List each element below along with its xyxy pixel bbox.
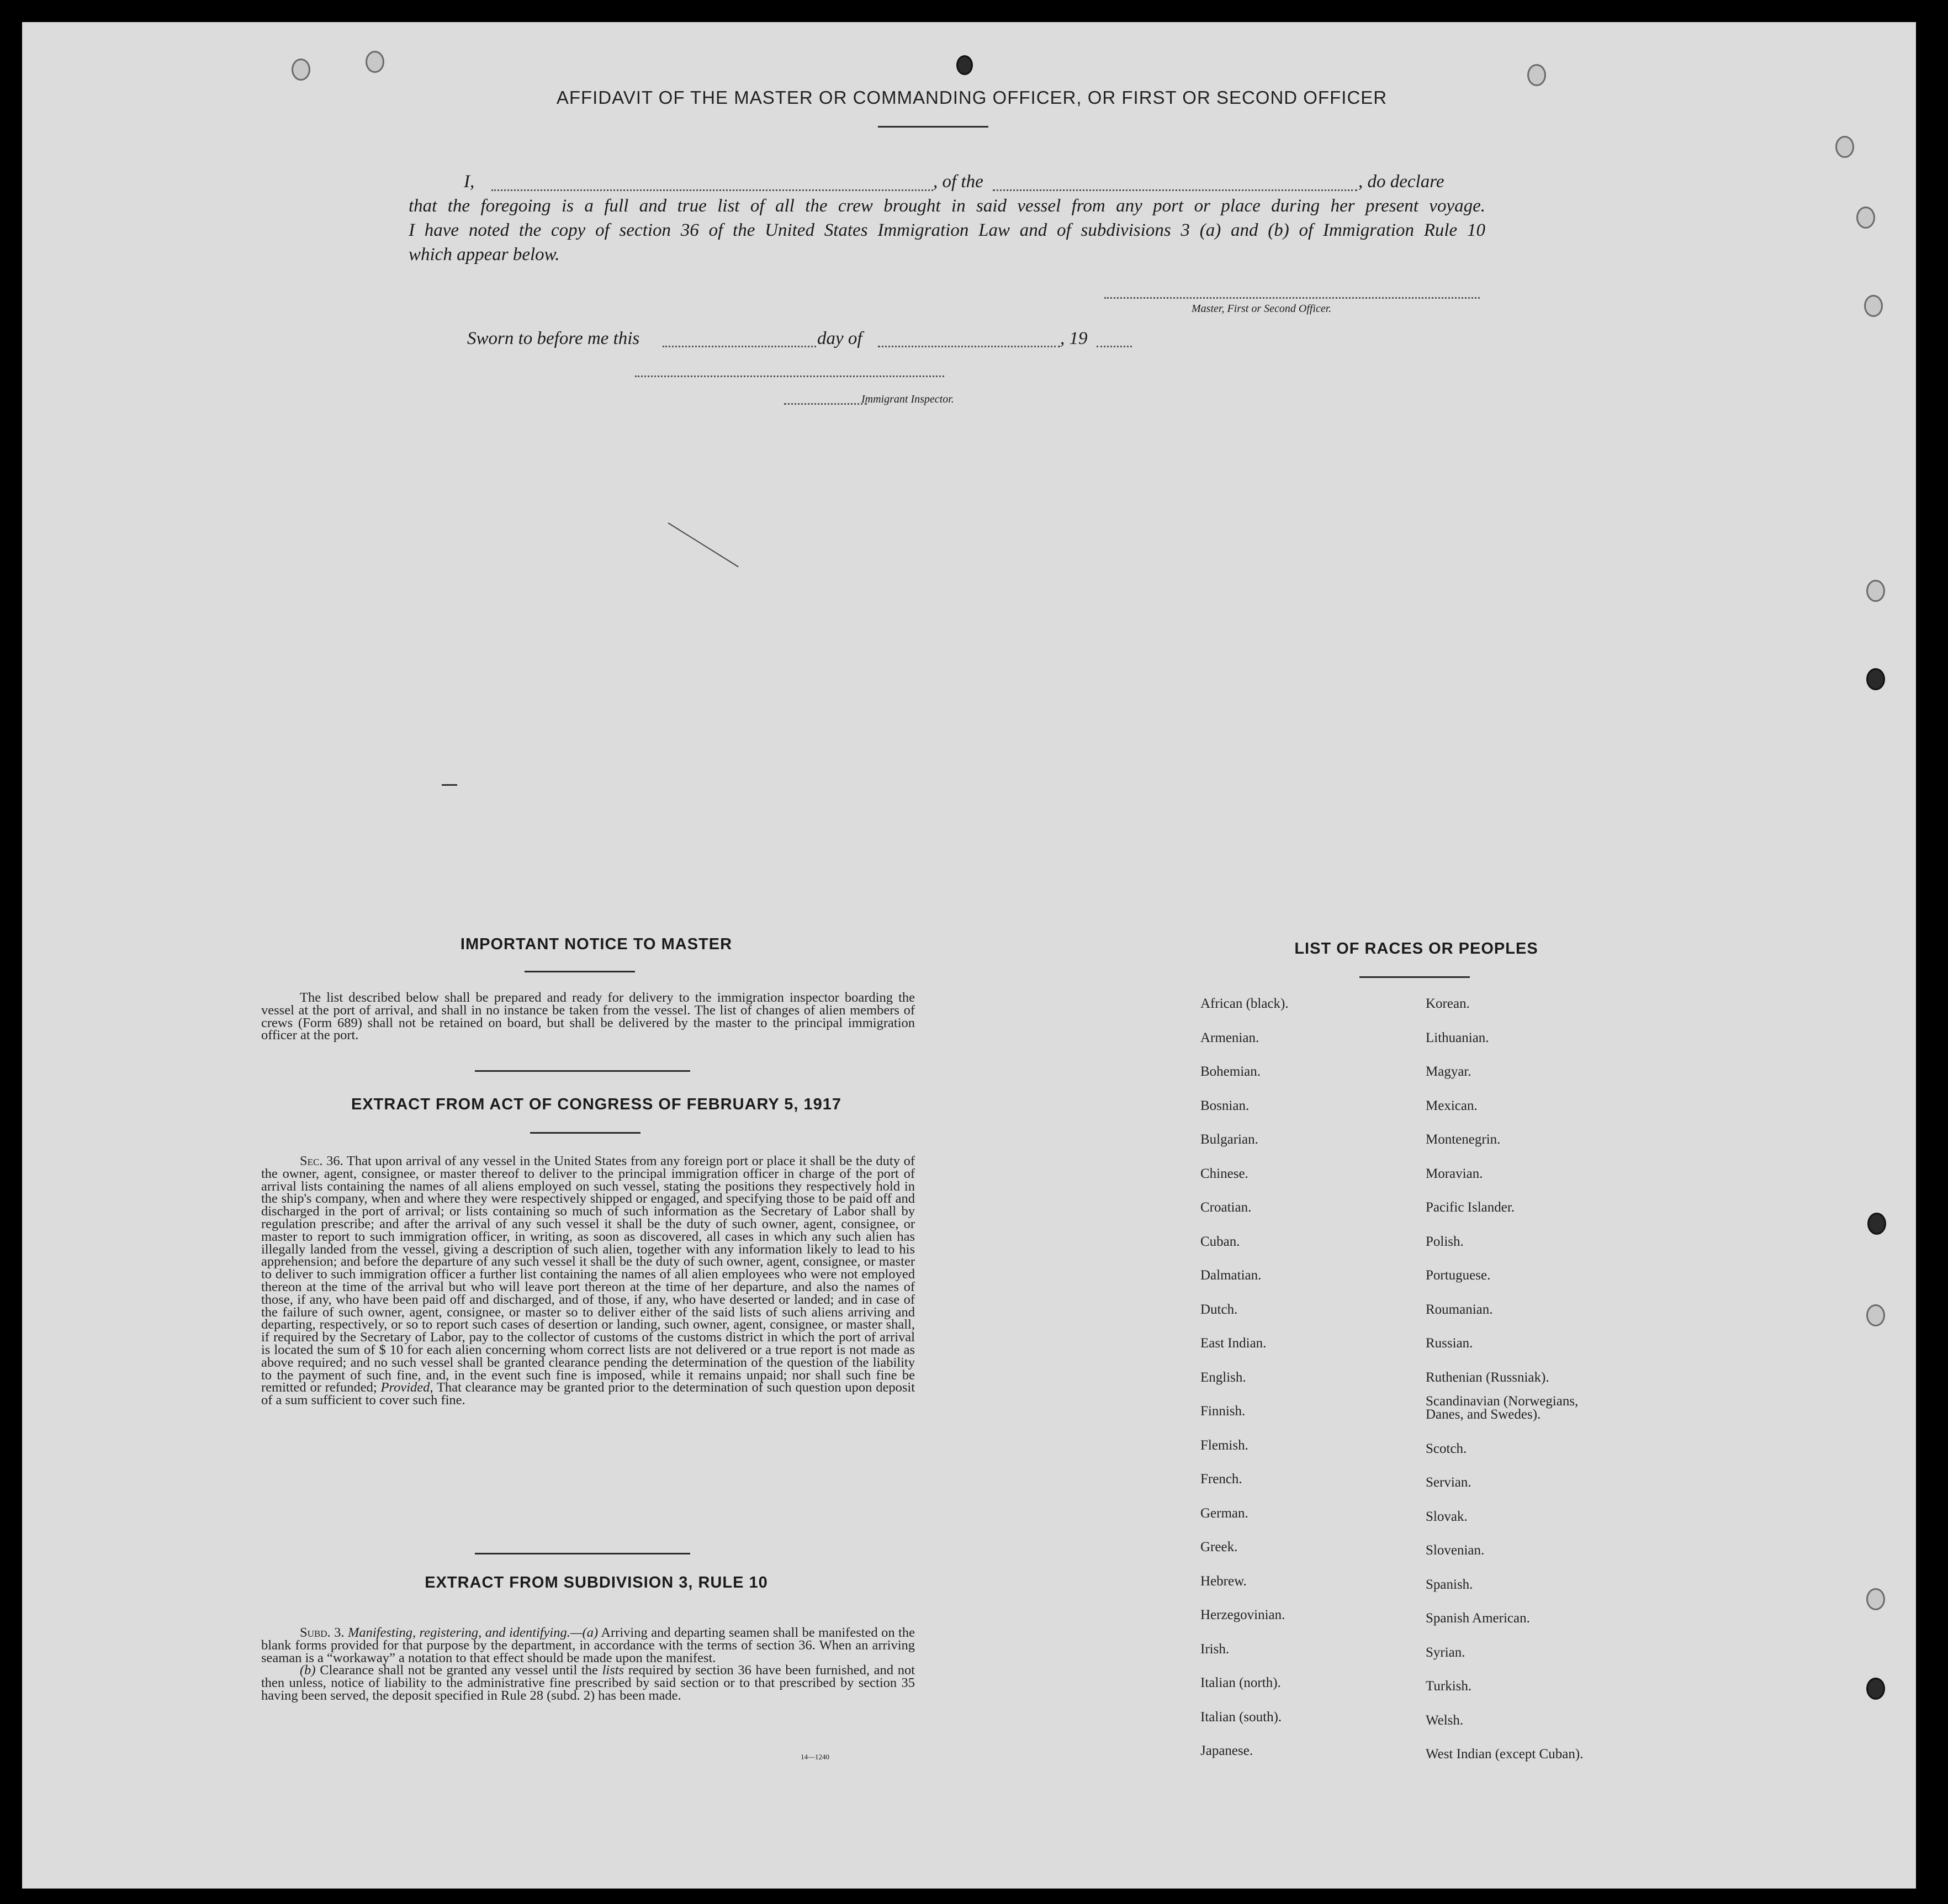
race-item: Japanese. (1200, 1743, 1253, 1758)
race-item: Hebrew. (1200, 1573, 1247, 1589)
punch-hole (1866, 1304, 1885, 1326)
punch-hole (1866, 1678, 1885, 1700)
race-item: African (black). (1200, 996, 1289, 1011)
vessel-blank (993, 189, 1357, 191)
punch-hole (292, 59, 310, 81)
affidavit-line-4: which appear below. (409, 245, 560, 265)
section-divider (475, 1070, 690, 1072)
race-item: Lithuanian. (1426, 1030, 1489, 1045)
race-item: Finnish. (1200, 1404, 1246, 1419)
stray-mark (442, 784, 457, 786)
races-title: LIST OF RACES OR PEOPLES (1294, 940, 1538, 958)
race-item: Armenian. (1200, 1030, 1259, 1045)
race-item: Chinese. (1200, 1166, 1248, 1181)
race-item: Bosnian. (1200, 1098, 1250, 1113)
stray-mark (668, 522, 738, 567)
race-item: Syrian. (1426, 1644, 1465, 1660)
race-item: Slovak. (1426, 1509, 1468, 1524)
sworn-year: , 19 (1060, 329, 1088, 348)
punch-hole (1856, 207, 1875, 229)
inspector-caption: Immigrant Inspector. (861, 393, 954, 405)
race-item: Turkish. (1426, 1679, 1472, 1694)
act-section-label: Sec. 36. (300, 1154, 343, 1168)
race-item: Scandinavian (Norwegians, Danes, and Swedes). (1426, 1394, 1579, 1422)
punch-hole (956, 55, 973, 75)
notice-body: The list described below shall be prepared and ready for delivery to the immigration inspector boarding the vessel at the port of arrival, and shall in no instance be taken from the vessel. The list of changes of alien members of crews (Form 689) shall not be retained on board, but shall be delivered by the master to the principal immigration officer at the port. (261, 990, 915, 1043)
rule-subd-label: Subd. 3. (300, 1625, 345, 1640)
race-item: Cuban. (1200, 1234, 1240, 1249)
affidavit-title: AFFIDAVIT OF THE MASTER OR COMMANDING OFFICER, OR FIRST OR SECOND OFFICER (556, 87, 1388, 108)
act-title: EXTRACT FROM ACT OF CONGRESS OF FEBRUARY 5, 1917 (351, 1096, 842, 1113)
rule-para-b-2: required by section 36 have been furnished, and not then unless, notice of liability to the administrative fine prescribed by said section or to that prescribed by section 35 having been served, the deposit specified in Rule 28 (subd. 2) has been made. (261, 1663, 915, 1703)
race-item: Mexican. (1426, 1098, 1478, 1113)
race-item: Russian. (1426, 1336, 1473, 1351)
sworn-prefix: Sworn to before me this (467, 329, 640, 348)
notice-title: IMPORTANT NOTICE TO MASTER (460, 935, 733, 953)
race-item: Welsh. (1426, 1712, 1464, 1728)
race-item: Slovenian. (1426, 1543, 1485, 1558)
act-section-text: That upon arrival of any vessel in the United States from any foreign port or place it shall be the duty of the owner, agent, consignee, or master thereof to deliver to the principal immigration officer in charge of the port of arrival lists containing the names of all aliens employed on such vessel, stating the positions they respectively hold in the ship's company, when and where they were respectively shipped or engaged, and specifying those to be paid off and discharged in the port of arrival; or lists containing so much of such information as the Secretary of Labor shall by regulation prescribe; and after the arrival of any such vessel it shall be the duty of such owner, agent, consignee, or master to report to such immigration officer, in writing, as soon as discovered, all cases in which any such alien has illegally landed from the vessel, giving a description of such alien, together with any information likely to lead to his apprehension; and before the departure of any such vessel it shall be the duty of such owner, agent, consignee, or master to deliver to such immigration officer a further list containing the names of all alien employees who were not employed thereon at the time of the arrival but who will leave port thereon at the time of her departure, and also the names of those, if any, who have been paid off and discharged, and of those, if any, who have deserted or landed; and in case of the failure of such owner, agent, consignee, or master so to deliver either of the said lists of such aliens arriving and departing, respectively, or so to report such cases of desertion or landing, such owner, agent, consignee, or master shall, if required by the Secretary of Labor, pay to the collector of customs of the customs district in which the port of arrival is located the sum of $ 10 for each alien concerning whom correct lists are not delivered or a true report is not made as above required; and no such vessel shall be granted clearance pending the determination of the question of the liability to the payment of such fine, and, in the event such fine is imposed, while it remains unpaid; nor shall such fine be remitted or refunded; (261, 1154, 915, 1395)
punch-hole (1835, 136, 1854, 158)
act-proviso-label: Provided, (380, 1380, 433, 1395)
section-divider (475, 1553, 690, 1554)
race-item: East Indian. (1200, 1336, 1267, 1351)
rule-subd-heading: Manifesting, registering, and identifying.—(a) (347, 1625, 599, 1640)
sworn-day-blank (663, 346, 816, 347)
officer-caption: Master, First or Second Officer. (1192, 303, 1332, 315)
officer-signature-line (1104, 297, 1480, 299)
punch-hole (1866, 668, 1885, 690)
affidavit-line-3: I have noted the copy of section 36 of the United States Immigration Law and of subdivisions 3 (a) and (b) of Immigration Rule 10 (409, 220, 1485, 240)
race-item: Italian (north). (1200, 1675, 1281, 1690)
race-item: Ruthenian (Russniak). (1426, 1369, 1549, 1385)
race-item: Roumanian. (1426, 1302, 1493, 1317)
race-item: Bohemian. (1200, 1064, 1261, 1079)
punch-hole (1864, 295, 1883, 317)
race-item: Italian (south). (1200, 1709, 1282, 1725)
sworn-day-of: day of (817, 329, 862, 348)
race-item: Herzegovinian. (1200, 1607, 1285, 1622)
affidavit-of-the: , of the (933, 172, 983, 192)
inspector-caption-lead (784, 403, 867, 405)
rule-para-b-1: Clearance shall not be granted any vessel until the (320, 1663, 598, 1678)
rule-title: EXTRACT FROM SUBDIVISION 3, RULE 10 (425, 1574, 768, 1591)
rule-body (261, 1627, 915, 1702)
affidavit-line-2: that the foregoing is a full and true list of all the crew brought in said vessel from any port or place during her present voyage. (409, 196, 1485, 216)
race-item: Korean. (1426, 996, 1470, 1011)
rule-b-label: (b) (300, 1663, 316, 1678)
race-item: Croatian. (1200, 1200, 1252, 1215)
notice-title-rule (525, 971, 635, 972)
sworn-year-blank (1097, 346, 1132, 347)
race-item: Spanish. (1426, 1577, 1473, 1592)
race-item: Bulgarian. (1200, 1132, 1258, 1147)
race-item: German. (1200, 1505, 1248, 1521)
rule-para-a: Arriving and departing seamen shall be manifested on the blank forms provided for that purpose by the department, in accordance with the terms of section 36. When an arriving seaman is a “workaway” a notation to that effect should be made upon the manifest. (261, 1625, 915, 1665)
race-item: Portuguese. (1426, 1268, 1491, 1283)
race-item: Irish. (1200, 1641, 1230, 1657)
race-item: Spanish American. (1426, 1611, 1530, 1626)
race-item: Montenegrin. (1426, 1132, 1501, 1147)
name-blank (491, 189, 933, 191)
sworn-month-blank (878, 346, 1060, 347)
race-item: Polish. (1426, 1234, 1464, 1249)
document-sheet (22, 22, 1921, 1889)
title-rule (878, 126, 988, 128)
race-item: West Indian (except Cuban). (1426, 1747, 1584, 1762)
race-item: French. (1200, 1472, 1242, 1487)
race-item: Flemish. (1200, 1437, 1248, 1453)
race-item: Dutch. (1200, 1302, 1238, 1317)
rule-para-b-lists: lists (602, 1663, 624, 1678)
race-item: Servian. (1426, 1475, 1471, 1490)
act-title-rule (530, 1132, 640, 1134)
race-item: English. (1200, 1369, 1246, 1385)
affidavit-do-declare: , do declare (1358, 172, 1444, 192)
punch-hole (1867, 1213, 1886, 1235)
race-item: Scotch. (1426, 1441, 1467, 1456)
punch-hole (1866, 580, 1885, 602)
inspector-signature-line (635, 375, 944, 377)
race-item: Dalmatian. (1200, 1268, 1262, 1283)
punch-hole (366, 51, 384, 73)
act-proviso-text: That clearance may be granted prior to the determination of such question upon deposit of a sum sufficient to cover such fine. (261, 1380, 915, 1408)
scan-border (1916, 0, 1948, 1904)
punch-hole (1527, 64, 1546, 86)
race-item: Magyar. (1426, 1064, 1471, 1079)
race-item: Pacific Islander. (1426, 1200, 1515, 1215)
race-item: Moravian. (1426, 1166, 1483, 1181)
races-title-rule (1359, 976, 1470, 978)
form-number: 14—1240 (801, 1753, 829, 1761)
act-body (261, 1155, 915, 1407)
affidavit-i: I, (464, 172, 475, 192)
punch-hole (1866, 1588, 1885, 1610)
race-item: Greek. (1200, 1540, 1238, 1554)
